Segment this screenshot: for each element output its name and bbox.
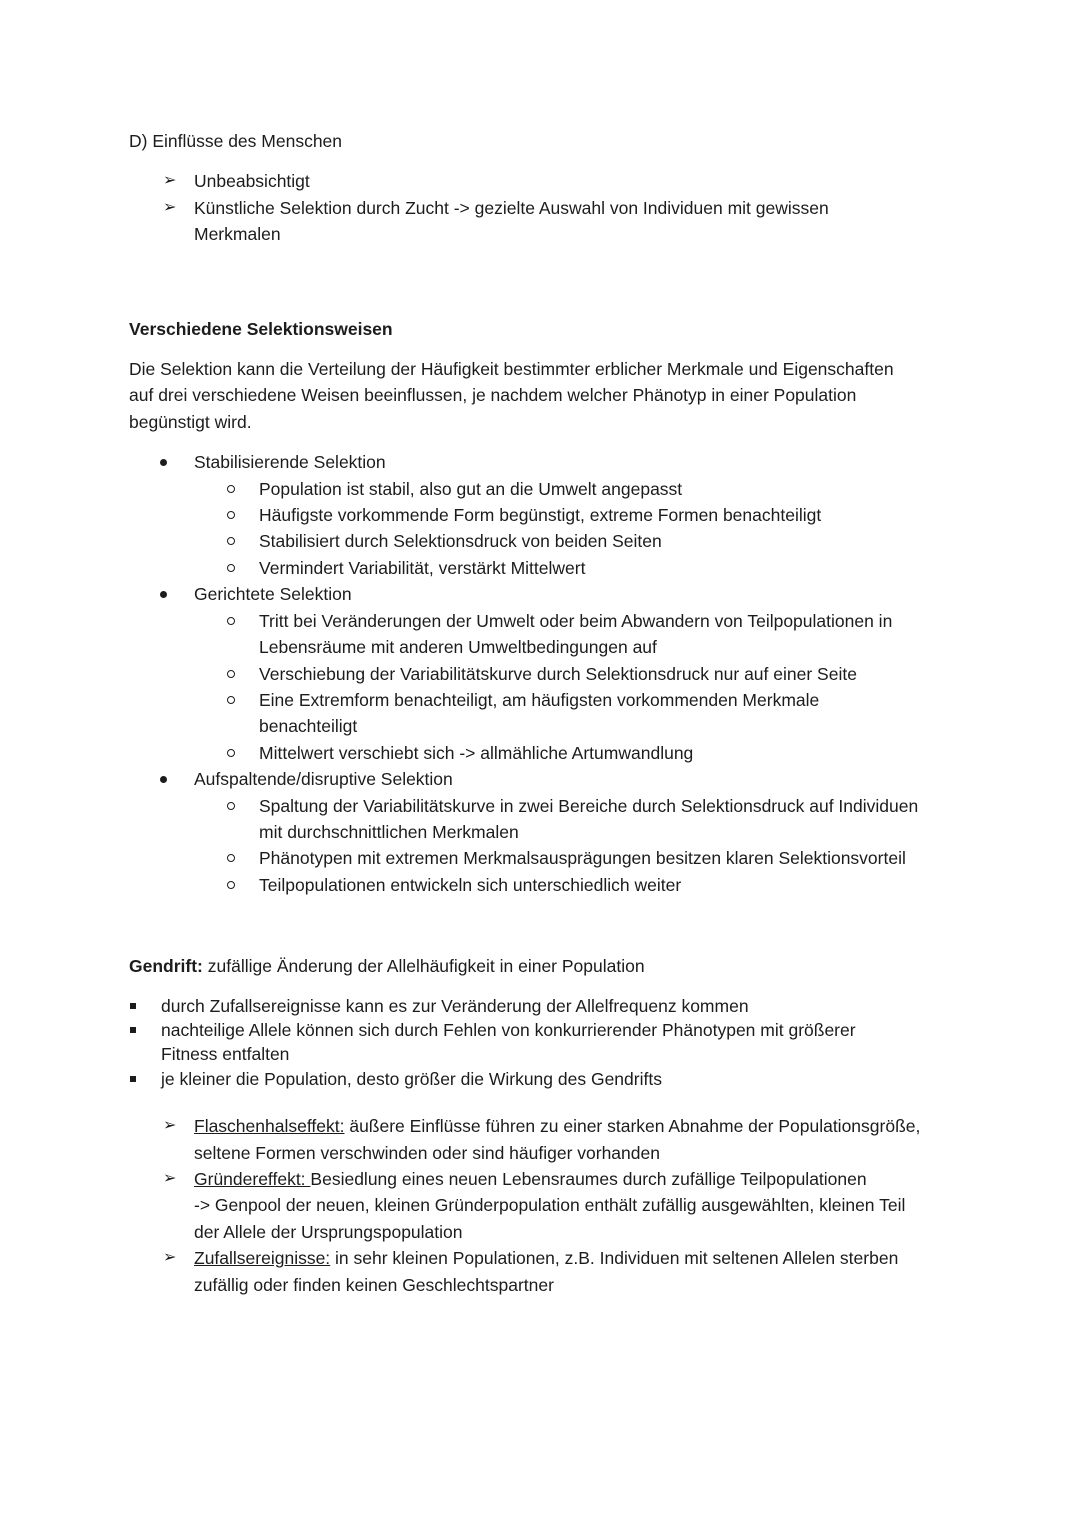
list-item: Stabilisiert durch Selektionsdruck von beiden Seiten <box>194 528 959 554</box>
list-item: Phänotypen mit extremen Merkmalsausprägungen besitzen klaren Selektionsvorteil <box>194 845 959 871</box>
list-item: Verschiebung der Variabilitätskurve durch Selektionsdruck nur auf einer Seite <box>194 661 959 687</box>
selection-type-directional: Gerichtete Selektion Tritt bei Veränderungen der Umwelt oder beim Abwandern von Teilpopulationen in Lebensräume mit anderen Umweltbedingungen auf Verschiebung der Variabilitätskurve durch Selektionsdruck nur auf einer Seite Eine Extremform benachteiligt, am häufigsten vorkommenden Merkmale benachteiligt Mittelwert verschiebt sich -> allmähliche Artumwandlung <box>129 581 959 766</box>
arrow-bullet-icon: ➢ <box>163 198 177 216</box>
list-item: Tritt bei Veränderungen der Umwelt oder beim Abwandern von Teilpopulationen in Lebensräume mit anderen Umweltbedingungen auf <box>194 608 959 661</box>
arrow-bullet-icon: ➢ <box>163 1117 177 1135</box>
list-item: Vermindert Variabilität, verstärkt Mittelwert <box>194 555 959 581</box>
circle-bullet-icon <box>227 854 235 862</box>
square-bullet-icon <box>130 1003 136 1009</box>
square-bullet-icon <box>130 1027 136 1033</box>
square-bullet-icon <box>130 1076 136 1082</box>
list-item: nachteilige Allele können sich durch Fehlen von konkurrierender Phänotypen mit größerer Fitness entfalten <box>129 1018 959 1067</box>
circle-bullet-icon <box>227 696 235 704</box>
arrow-bullet-icon: ➢ <box>163 1249 177 1267</box>
human-influence-list <box>129 168 959 247</box>
selection-type-disruptive: Aufspaltende/disruptive Selektion Spaltung der Variabilitätskurve in zwei Bereiche durch Selektionsdruck auf Individuen mit durchschnittlichen Merkmalen Phänotypen mit extremen Merkmalsausprägungen besitzen klaren Selektionsvorteil Teilpopulationen entwickeln sich unterschiedlich weiter <box>129 766 959 898</box>
bullet-dot-icon <box>160 459 167 466</box>
circle-bullet-icon <box>227 485 235 493</box>
circle-bullet-icon <box>227 537 235 545</box>
bullet-dot-icon <box>160 591 167 598</box>
arrow-bullet-icon: ➢ <box>163 172 177 190</box>
list-item: Spaltung der Variabilitätskurve in zwei Bereiche durch Selektionsdruck auf Individuen mit durchschnittlichen Merkmalen <box>194 793 959 846</box>
list-item: ➢ Künstliche Selektion durch Zucht -> gezielte Auswahl von Individuen mit gewissen Merkmalen <box>129 195 959 248</box>
selection-intro: Die Selektion kann die Verteilung der Häufigkeit bestimmter erblicher Merkmale und Eigenschaften auf drei verschiedene Weisen beeinflussen, je nachdem welcher Phänotyp in einer Population begünstigt wird. <box>129 359 894 432</box>
circle-bullet-icon <box>227 881 235 889</box>
list-item: durch Zufallsereignisse kann es zur Veränderung der Allelfrequenz kommen <box>129 994 959 1018</box>
list-item: Population ist stabil, also gut an die Umwelt angepasst <box>194 476 959 502</box>
circle-bullet-icon <box>227 564 235 572</box>
arrow-bullet-icon: ➢ <box>163 1170 177 1187</box>
circle-bullet-icon <box>227 802 235 810</box>
circle-bullet-icon <box>227 511 235 519</box>
list-item: Teilpopulationen entwickeln sich unterschiedlich weiter <box>194 872 959 898</box>
list-item: je kleiner die Population, desto größer die Wirkung des Gendrifts <box>129 1067 959 1091</box>
circle-bullet-icon <box>227 749 235 757</box>
gendrift-effects-list <box>129 1113 959 1298</box>
effect-random-events: ➢ Zufallsereignisse: in sehr kleinen Populationen, z.B. Individuen mit seltenen Allelen sterben zufällig oder finden keinen Geschlechtspartner <box>129 1245 959 1298</box>
circle-bullet-icon <box>227 670 235 678</box>
list-item: ➢ Unbeabsichtigt <box>129 168 959 194</box>
effect-founder: ➢ Gründereffekt: Besiedlung eines neuen Lebensraumes durch zufällige Teilpopulationen -> Genpool der neuen, kleinen Gründerpopulation enthält zufällig ausgewählten, kleinen Teil der Allele der Ursprungspopulation <box>129 1166 959 1245</box>
gendrift-facts-list <box>129 994 959 1092</box>
list-item: Mittelwert verschiebt sich -> allmähliche Artumwandlung <box>194 740 959 766</box>
list-item: Häufigste vorkommende Form begünstigt, extreme Formen benachteiligt <box>194 502 959 528</box>
gendrift-definition: Gendrift: zufällige Änderung der Allelhäufigkeit in einer Population <box>129 956 645 977</box>
effect-bottleneck: ➢ Flaschenhalseffekt: äußere Einflüsse führen zu einer starken Abnahme der Populationsgröße, seltene Formen verschwinden oder sind häufiger vorhanden <box>129 1113 959 1166</box>
section-d-heading: D) Einflüsse des Menschen <box>129 131 343 151</box>
document-page <box>129 128 959 1298</box>
selection-types-list <box>129 449 959 898</box>
bullet-dot-icon <box>160 776 167 783</box>
selection-type-stabilizing: Stabilisierende Selektion Population ist stabil, also gut an die Umwelt angepasst Häufigste vorkommende Form begünstigt, extreme Formen benachteiligt Stabilisiert durch Selektionsdruck von beiden Seiten Vermindert Variabilität, verstärkt Mittelwert <box>129 449 959 581</box>
selection-types-title: Verschiedene Selektionsweisen <box>129 318 393 339</box>
list-item: Eine Extremform benachteiligt, am häufigsten vorkommenden Merkmale benachteiligt <box>194 687 959 740</box>
circle-bullet-icon <box>227 617 235 625</box>
